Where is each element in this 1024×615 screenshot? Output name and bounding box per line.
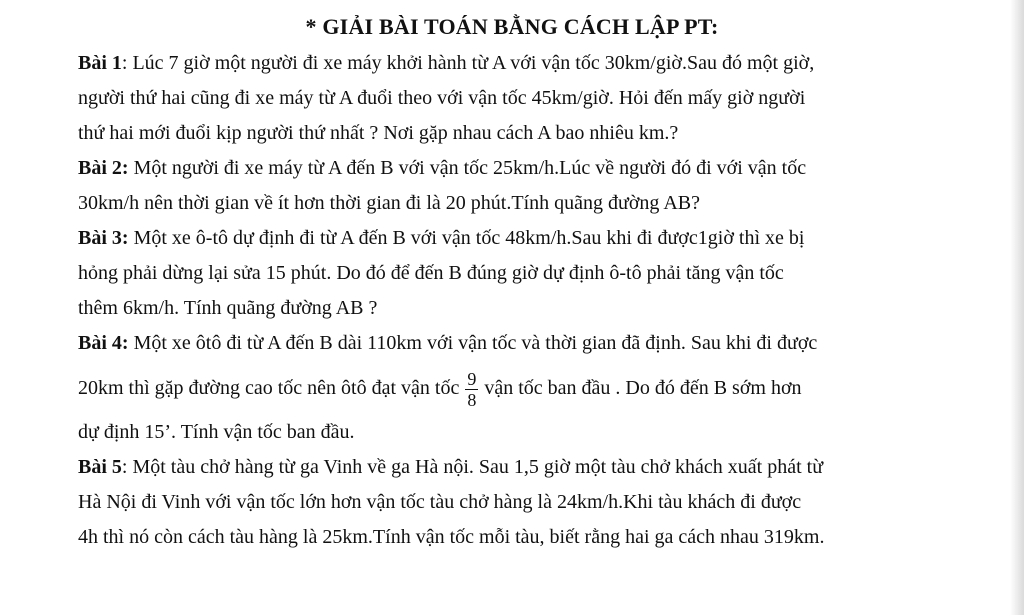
problem-4 <box>78 326 946 450</box>
problem-3-line-2: hỏng phải dừng lại sửa 15 phút. Do đó để đến B đúng giờ dự định ô-tô phải tăng vận tốc <box>78 262 784 284</box>
problem-5-line-1 <box>78 450 946 485</box>
problem-4-text-1: Một xe ôtô đi từ A đến B dài 110km với vận tốc và thời gian đã định. Sau khi đi được <box>128 332 818 354</box>
problem-5 <box>78 450 946 555</box>
problem-2-text-1: Một người đi xe máy từ A đến B với vận tốc 25km/h.Lúc về người đó đi với vận tốc <box>128 157 807 179</box>
problem-list <box>78 46 946 555</box>
problem-3-line-3: thêm 6km/h. Tính quãng đường AB ? <box>78 297 378 319</box>
problem-4-text-2b: vận tốc ban đầu . Do đó đến B sớm hơn <box>484 377 802 399</box>
problem-4-line-3: dự định 15’. Tính vận tốc ban đầu. <box>78 421 355 443</box>
fraction-numerator: 9 <box>467 368 477 389</box>
problem-4-text-2a-content: 20km thì gặp đường cao tốc nên ôtô đạt vận tốc <box>78 377 460 399</box>
problem-1-line-3: thứ hai mới đuổi kịp người thứ nhất ? Nơi gặp nhau cách A bao nhiêu km.? <box>78 122 679 144</box>
problem-5-label: Bài 5 <box>78 456 122 478</box>
page-edge-shadow <box>1010 0 1024 615</box>
problem-1-label: Bài 1 <box>78 52 122 74</box>
page-title: * GIẢI BÀI TOÁN BẰNG CÁCH LẬP PT: <box>305 14 719 39</box>
fraction-nine-eighths <box>465 369 478 410</box>
fraction-denominator: 8 <box>467 389 477 410</box>
problem-5-line-3: 4h thì nó còn cách tàu hàng là 25km.Tính vận tốc mỗi tàu, biết rằng hai ga cách nhau 319km. <box>78 526 825 548</box>
problem-3-text-1: Một xe ô-tô dự định đi từ A đến B với vận tốc 48km/h.Sau khi đi được1giờ thì xe bị <box>128 227 805 249</box>
problem-1 <box>78 46 946 151</box>
problem-3 <box>78 221 946 326</box>
problem-5-text-1: : Một tàu chở hàng từ ga Vinh về ga Hà nội. Sau 1,5 giờ một tàu chở khách xuất phát từ <box>121 456 824 478</box>
problem-1-line-1 <box>78 46 946 81</box>
problem-2 <box>78 151 946 221</box>
problem-3-line-1 <box>78 221 946 256</box>
problem-1-line-2: người thứ hai cũng đi xe máy từ A đuổi theo với vận tốc 45km/giờ. Hỏi đến mấy giờ người <box>78 87 806 109</box>
problem-4-line-1 <box>78 326 946 361</box>
problem-4-line-2 <box>78 361 946 415</box>
problem-1-text-1: : Lúc 7 giờ một người đi xe máy khởi hành từ A với vận tốc 30km/giờ.Sau đó một giờ, <box>121 52 815 74</box>
problem-2-line-1 <box>78 151 946 186</box>
problem-4-text-2a <box>78 361 802 415</box>
problem-2-line-2: 30km/h nên thời gian về ít hơn thời gian đi là 20 phút.Tính quãng đường AB? <box>78 192 700 214</box>
problem-4-label: Bài 4: <box>78 332 129 354</box>
problem-3-label: Bài 3: <box>78 227 129 249</box>
problem-5-line-2: Hà Nội đi Vinh với vận tốc lớn hơn vận tốc tàu chở hàng là 24km/h.Khi tàu khách đi được <box>78 491 802 513</box>
problem-2-label: Bài 2: <box>78 157 129 179</box>
